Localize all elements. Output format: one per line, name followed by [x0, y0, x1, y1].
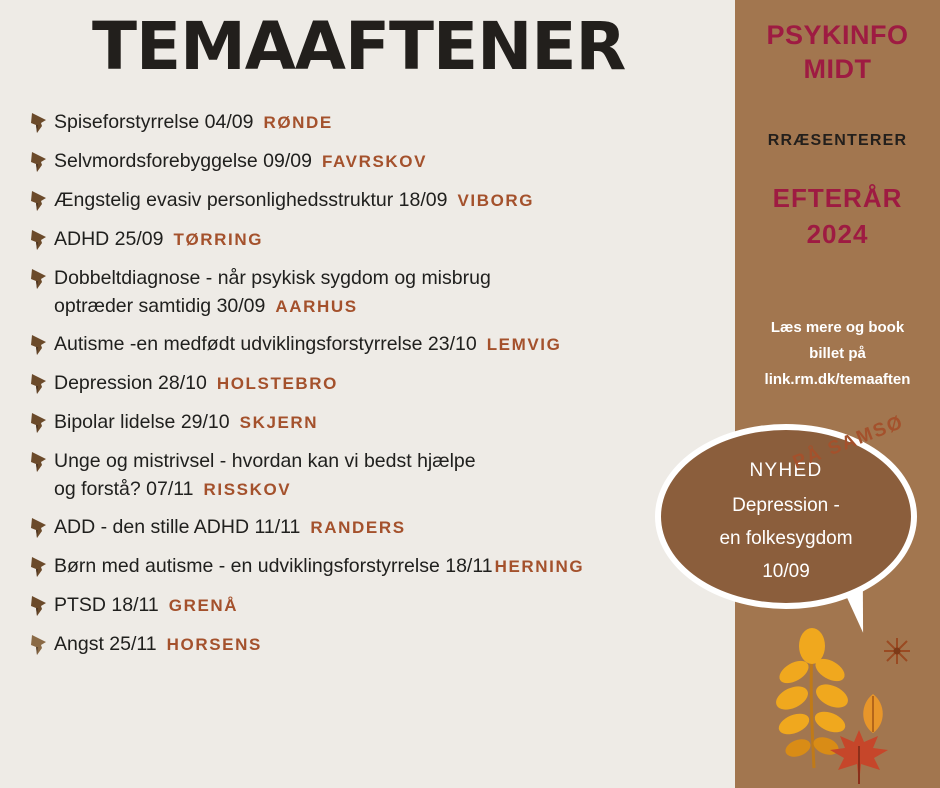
pushpin-icon [24, 369, 54, 396]
event-text [54, 630, 262, 659]
event-text [54, 147, 427, 176]
event-text [54, 264, 491, 321]
list-item [24, 264, 744, 321]
list-item [24, 330, 744, 360]
season-line-1: EFTERÅR [772, 183, 903, 213]
page-title: TEMAAFTENER [92, 8, 626, 85]
list-item [24, 108, 744, 138]
event-city: SKJERN [239, 413, 319, 432]
season-line-2: 2024 [806, 219, 869, 249]
pushpin-icon [24, 552, 54, 579]
event-title: Dobbeltdiagnose - når psykisk sygdom og misbrug [54, 267, 491, 289]
event-city: VIBORG [457, 191, 535, 210]
booking-line-1: Læs mere og book [770, 319, 905, 336]
list-item [24, 552, 744, 582]
list-item [24, 513, 744, 543]
list-item [24, 186, 744, 216]
event-text [54, 408, 318, 437]
brand-line-1: PSYKINFO [766, 20, 909, 50]
brand-name [735, 18, 940, 86]
event-list [24, 108, 744, 669]
event-text [54, 186, 534, 215]
pushpin-icon [24, 108, 54, 135]
brand-line-2: MIDT [803, 54, 872, 84]
event-city: TØRRING [173, 230, 264, 249]
event-title-line2: optræder samtidig 30/09 AARHUS [54, 295, 358, 317]
event-title: PTSD 18/11 [54, 594, 159, 616]
pushpin-icon [24, 408, 54, 435]
event-title: Ængstelig evasiv personlighedsstruktur 18/09 [54, 189, 448, 211]
event-text [54, 591, 238, 620]
event-text [54, 225, 263, 254]
season-label [735, 180, 940, 252]
list-item [24, 630, 744, 660]
event-text [54, 330, 561, 359]
starburst-icon [882, 636, 912, 671]
event-text [54, 447, 476, 504]
pushpin-icon [24, 630, 54, 657]
samso-label: PÅ SAMSØ [789, 411, 908, 474]
event-city: FAVRSKOV [322, 152, 428, 171]
event-title: Unge og mistrivsel - hvordan kan vi bedst hjælpe [54, 450, 476, 472]
maple-leaf-icon [826, 726, 892, 788]
pushpin-icon [24, 186, 54, 213]
pushpin-icon [24, 513, 54, 540]
news-bubble-text [661, 454, 911, 588]
list-item [24, 408, 744, 438]
event-title: ADHD 25/09 [54, 228, 164, 250]
list-item [24, 147, 744, 177]
event-city: LEMVIG [486, 335, 562, 354]
event-text [54, 513, 406, 542]
booking-link[interactable]: link.rm.dk/temaaften [764, 371, 911, 388]
news-line-1: Depression - [732, 495, 840, 516]
event-city: HERNING [494, 557, 585, 576]
list-item [24, 447, 744, 504]
event-title: Selvmordsforebyggelse 09/09 [54, 150, 312, 172]
pushpin-icon [24, 225, 54, 252]
news-line-3: 10/09 [762, 561, 810, 582]
event-title: Spiseforstyrrelse 04/09 [54, 111, 254, 133]
list-item [24, 369, 744, 399]
news-line-2: en folkesygdom [719, 528, 853, 549]
pushpin-icon [24, 591, 54, 618]
event-city: RØNDE [263, 113, 333, 132]
event-city: HOLSTEBRO [216, 374, 338, 393]
event-title: ADD - den stille ADHD 11/11 [54, 516, 301, 538]
booking-info [735, 315, 940, 393]
event-title-line2: og forstå? 07/11 RISSKOV [54, 478, 292, 500]
event-text [54, 369, 338, 398]
news-speech-bubble [655, 424, 917, 609]
pushpin-icon [24, 147, 54, 174]
pushpin-icon [24, 264, 54, 291]
event-text [54, 552, 584, 581]
event-city: RANDERS [310, 518, 406, 537]
list-item [24, 225, 744, 255]
event-city: RISSKOV [203, 480, 292, 499]
event-city: GRENÅ [168, 596, 239, 615]
event-city: AARHUS [275, 297, 358, 316]
event-title: Depression 28/10 [54, 372, 207, 394]
event-title: Børn med autisme - en udviklingsforstyrrelse 18/11 [54, 555, 493, 577]
news-badge: NYHED [749, 460, 823, 481]
list-item [24, 591, 744, 621]
pushpin-icon [24, 330, 54, 357]
event-title: Autisme -en medfødt udviklingsforstyrrelse 23/10 [54, 333, 477, 355]
event-title: Angst 25/11 [54, 633, 157, 655]
pushpin-icon [24, 447, 54, 474]
event-title: Bipolar lidelse 29/10 [54, 411, 230, 433]
booking-line-2: billet på [809, 345, 866, 362]
event-city: HORSENS [166, 635, 262, 654]
presents-label: RRÆSENTERER [767, 132, 908, 149]
event-text [54, 108, 333, 137]
